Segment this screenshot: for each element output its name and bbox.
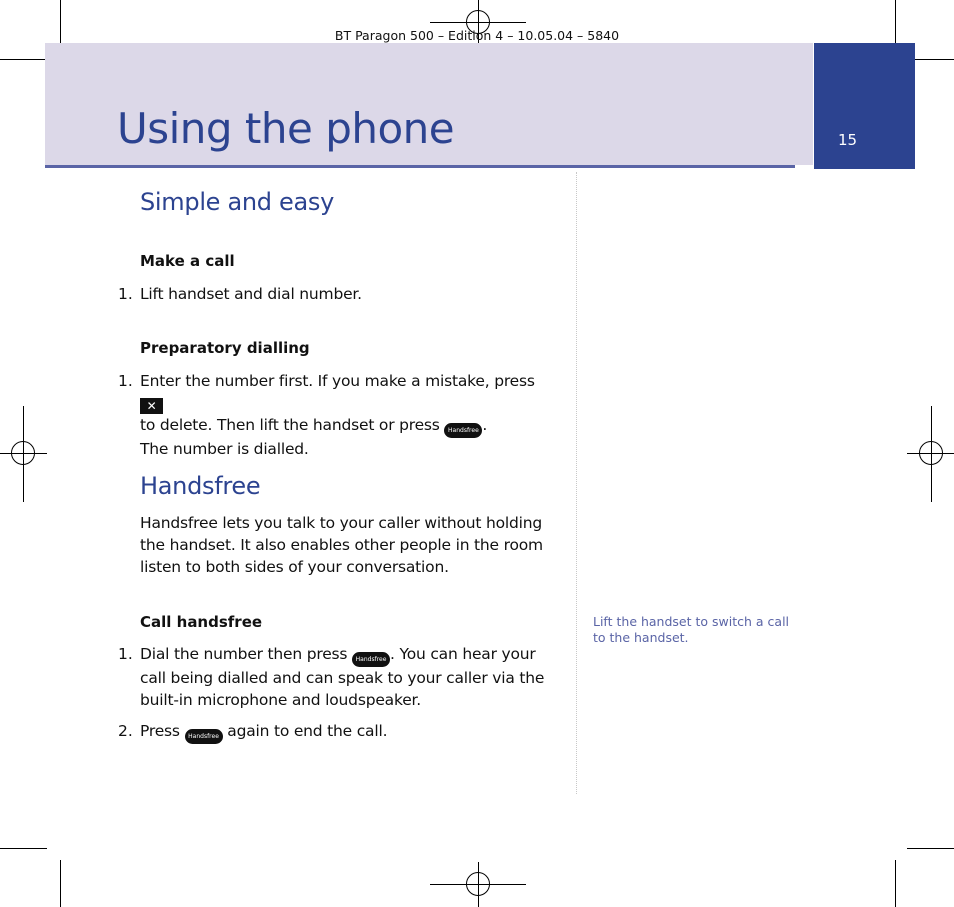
delete-x-icon: ✕ [140,398,163,414]
handsfree-button-icon: Handsfree [185,729,223,744]
step-text-call-handsfree [140,643,560,711]
step-text-part: to delete. Then lift the handset or press [140,416,440,434]
print-meta: BT Paragon 500 – Edition 4 – 10.05.04 – 5840 [334,28,620,43]
handsfree-intro: Handsfree lets you talk to your caller without holding the handset. It also enables other people in the room listen to both sides of your conversation. [140,514,543,576]
handsfree-button-icon: Handsfree [444,423,482,438]
step-text-part: again to end the call. [227,722,388,740]
step-number: 1. [118,285,133,303]
column-divider [576,172,577,794]
crop-mark [0,848,47,849]
crop-mark [0,59,47,60]
subheading-preparatory: Preparatory dialling [140,339,310,357]
step-text-part: The number is dialled. [140,440,309,458]
step-text-part: . [482,416,488,434]
step-number: 1. [118,645,133,663]
sidebar-note: Lift the handset to switch a call to the handset. [593,614,790,645]
step-number: 2. [118,722,133,740]
crop-mark [895,860,896,907]
section-heading-simple: Simple and easy [140,188,335,216]
crop-mark [907,848,954,849]
step-text-part: Enter the number first. If you make a mistake, press [140,372,535,390]
step-text-preparatory [140,370,560,460]
handsfree-button-icon: Handsfree [352,652,390,667]
step-text-part: Press [140,722,180,740]
crop-mark [60,860,61,907]
title-rule [45,165,795,168]
page-number-box [814,43,915,169]
step-number: 1. [118,372,133,390]
page-number: 15 [838,131,858,149]
step-text-part: . You can hear your call being dialled and can speak to your caller via the built-in microphone and loudspeaker. [140,645,545,709]
step-text: Lift handset and dial number. [140,285,362,303]
subheading-call-handsfree: Call handsfree [140,613,263,631]
section-heading-handsfree: Handsfree [140,472,261,500]
step-text-part: Dial the number then press [140,645,348,663]
page-title: Using the phone [117,104,455,153]
subheading-make-call: Make a call [140,252,235,270]
step-text-end-call [140,720,560,744]
